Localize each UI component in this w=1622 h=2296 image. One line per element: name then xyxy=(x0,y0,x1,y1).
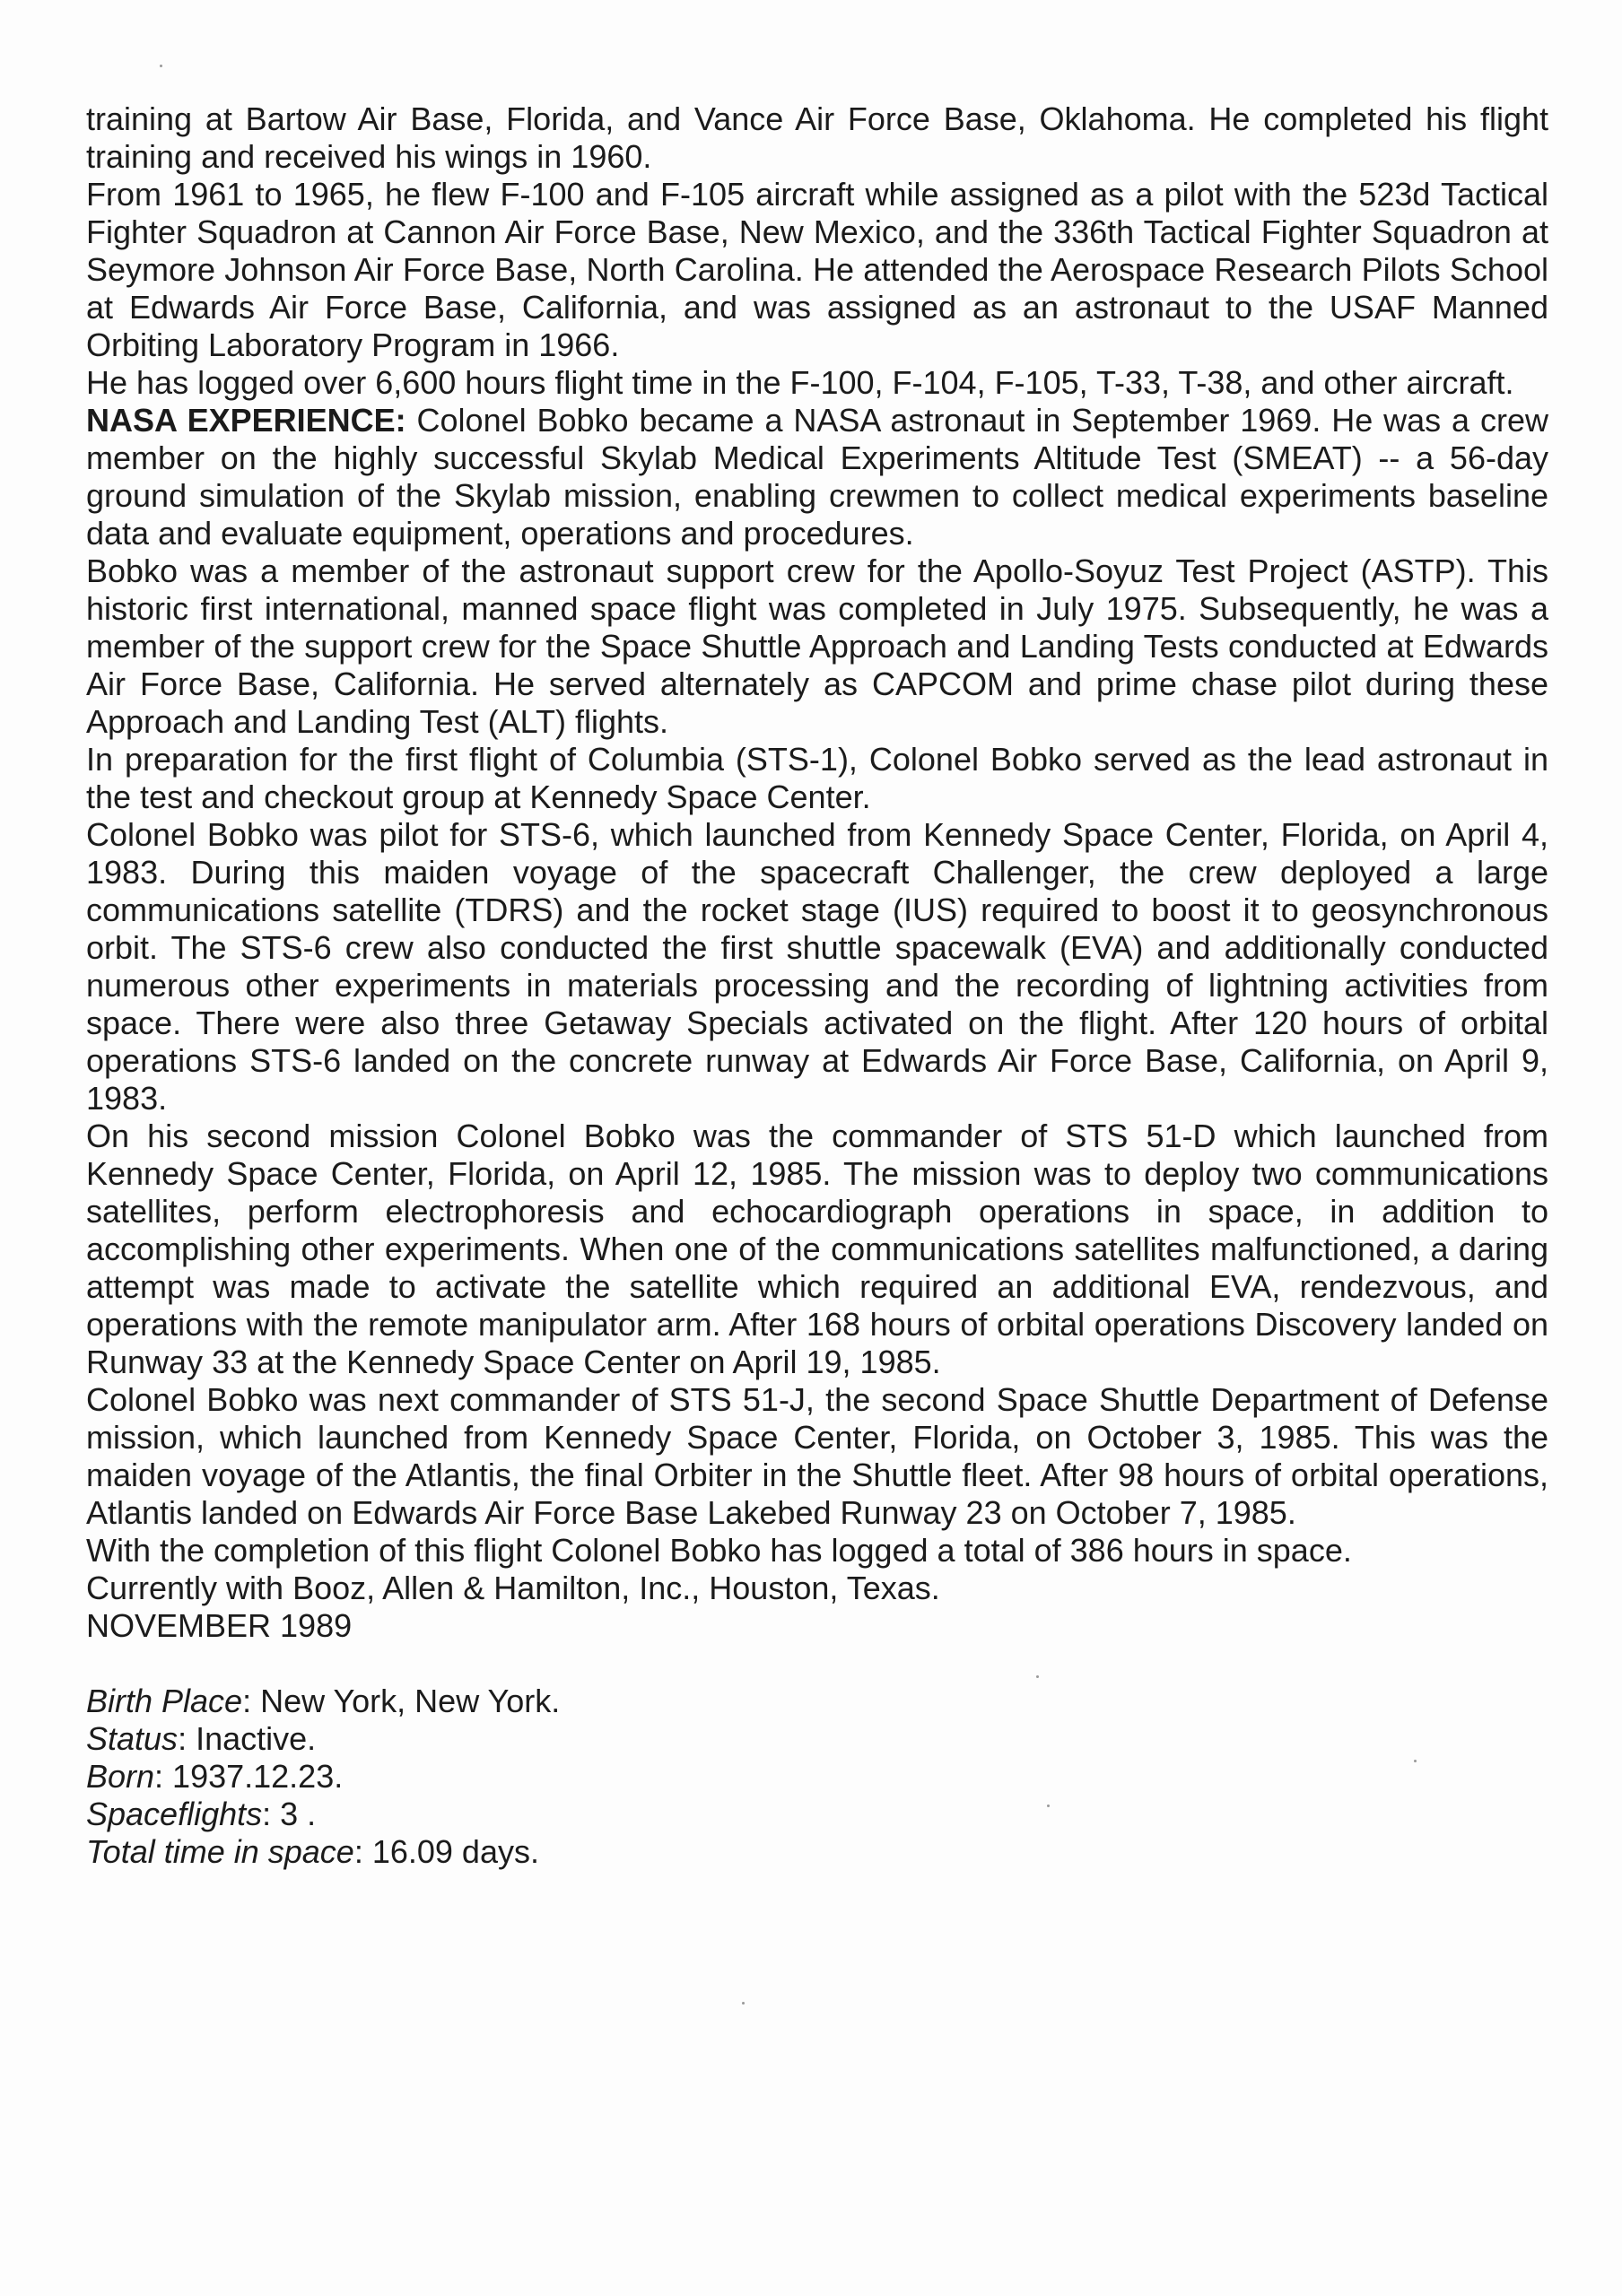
fact-label: Born xyxy=(86,1758,155,1795)
fact-value: : New York, New York. xyxy=(242,1683,561,1719)
fact-value: : 16.09 days. xyxy=(353,1833,539,1870)
spacer xyxy=(86,1645,1548,1683)
fact-spaceflights xyxy=(86,1796,1548,1833)
nasa-experience-text: Colonel Bobko became a NASA astronaut in September 1969. He was a crew member on the highly successful Skylab Medical Experiments Altitude Test (SMEAT) -- a 56-day ground simulation of the Skylab mission, enabling crewmen to collect medical experiments baseline data and evaluate equipment, operations and procedures. xyxy=(86,402,1548,552)
paragraph-flight-hours: He has logged over 6,600 hours flight time in the F-100, F-104, F-105, T-33, T-38, and other aircraft. xyxy=(86,364,1514,401)
paragraph-sts51d: On his second mission Colonel Bobko was the commander of STS 51-D which launched from Kennedy Space Center, Florida, on April 12, 1985. The mission was to deploy two communications satellites, perform electrophoresis and echocardiograph operations in space, in addition to accomplishing other experiments. When one of the communications satellites malfunctioned, a daring attempt was made to activate the satellite which required an additional EVA, rendezvous, and operations with the remote manipulator arm. After 168 hours of orbital operations Discovery landed on Runway 33 at the Kennedy Space Center on April 19, 1985. xyxy=(86,1118,1548,1380)
document-date: NOVEMBER 1989 xyxy=(86,1607,353,1644)
fact-value: : Inactive. xyxy=(178,1720,317,1757)
document-page xyxy=(86,100,1548,1871)
fact-label: Birth Place xyxy=(86,1683,243,1719)
scan-speck xyxy=(1036,1675,1039,1678)
paragraph-astp-support: Bobko was a member of the astronaut support crew for the Apollo-Soyuz Test Project (ASTP). This historic first international, manned space flight was completed in July 1975. Subsequently, he was a member of the support crew for the Space Shuttle Approach and Landing Tests conducted at Edwards Air Force Base, California. He served alternately as CAPCOM and prime chase pilot during these Approach and Landing Test (ALT) flights. xyxy=(86,552,1548,740)
paragraph-sts1: In preparation for the first flight of Columbia (STS-1), Colonel Bobko served as the lead astronaut in the test and checkout group at Kennedy Space Center. xyxy=(86,741,1548,815)
paragraph-sts6: Colonel Bobko was pilot for STS-6, which launched from Kennedy Space Center, Florida, on April 4, 1983. During this maiden voyage of the spacecraft Challenger, the crew deployed a large communications satellite (TDRS) and the rocket stage (IUS) required to boost it to geosynchronous orbit. The STS-6 crew also conducted the first shuttle spacewalk (EVA) and additionally conducted numerous other experiments in materials processing and the recording of lightning activities from space. There were also three Getaway Specials activated on the flight. After 120 hours of orbital operations STS-6 landed on the concrete runway at Edwards Air Force Base, California, on April 9, 1983. xyxy=(86,816,1548,1117)
fact-value: : 3 . xyxy=(262,1796,317,1832)
fact-birth-place xyxy=(86,1683,1548,1720)
fact-label: Status xyxy=(86,1720,179,1757)
scan-speck xyxy=(160,65,162,67)
fact-born xyxy=(86,1758,1548,1796)
scan-speck xyxy=(1047,1805,1050,1807)
nasa-experience-heading: NASA EXPERIENCE: xyxy=(86,402,406,439)
fact-total-time-in-space xyxy=(86,1833,1548,1871)
fact-label: Total time in space xyxy=(86,1833,354,1870)
paragraph-squadron-assignments: From 1961 to 1965, he flew F-100 and F-105 aircraft while assigned as a pilot with the 523d Tactical Fighter Squadron at Cannon Air Force Base, New Mexico, and the 336th Tactical Fighter Squadron at Seymore Johnson Air Force Base, North Carolina. He attended the Aerospace Research Pilots School at Edwards Air Force Base, California, and was assigned as an astronaut to the USAF Manned Orbiting Laboratory Program in 1966. xyxy=(86,176,1548,363)
paragraph-training: training at Bartow Air Base, Florida, and Vance Air Force Base, Oklahoma. He completed his flight training and received his wings in 1960. xyxy=(86,100,1548,175)
paragraph-total-hours: With the completion of this flight Colonel Bobko has logged a total of 386 hours in space. xyxy=(86,1532,1352,1569)
scan-speck xyxy=(1414,1760,1417,1762)
fact-status xyxy=(86,1720,1548,1758)
paragraph-sts51j: Colonel Bobko was next commander of STS 51-J, the second Space Shuttle Department of Defense mission, which launched from Kennedy Space Center, Florida, on October 3, 1985. This was the maiden voyage of the Atlantis, the final Orbiter in the Shuttle fleet. After 98 hours of orbital operations, Atlantis landed on Edwards Air Force Base Lakebed Runway 23 on October 7, 1985. xyxy=(86,1381,1548,1531)
paragraph-nasa-experience xyxy=(86,402,1548,552)
fact-value: : 1937.12.23. xyxy=(154,1758,344,1795)
scan-speck xyxy=(742,2002,745,2005)
facts-list xyxy=(86,1683,1548,1871)
fact-label: Spaceflights xyxy=(86,1796,263,1832)
paragraph-current-employer: Currently with Booz, Allen & Hamilton, Inc., Houston, Texas. xyxy=(86,1570,940,1606)
